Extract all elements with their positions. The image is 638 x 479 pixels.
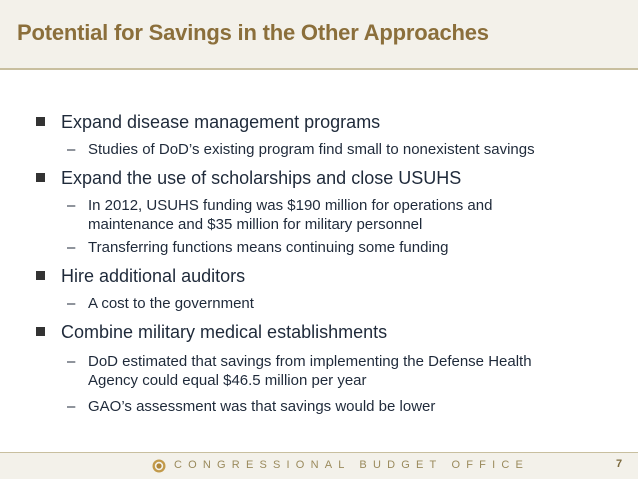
sub-bullet: – DoD estimated that savings from implementing the Defense Health Agency could equal $46.5 million per year xyxy=(67,353,532,389)
square-bullet-icon xyxy=(36,173,45,182)
header-divider xyxy=(0,68,638,70)
square-bullet-icon xyxy=(36,117,45,126)
page-title: Potential for Savings in the Other Approaches xyxy=(17,20,489,45)
cbo-seal-icon xyxy=(152,459,166,473)
bullet-disease-management: Expand disease management programs xyxy=(36,112,380,133)
sub-bullet: – In 2012, USUHS funding was $190 million for operations and maintenance and $35 million for military personnel xyxy=(67,197,493,233)
slide-footer xyxy=(0,453,638,479)
sub-bullet: – Studies of DoD’s existing program find small to nonexistent savings xyxy=(67,141,535,158)
bullet-combine-establishments: Combine military medical establishments xyxy=(36,322,387,343)
page-number: 7 xyxy=(616,458,623,470)
square-bullet-icon xyxy=(36,327,45,336)
bullet-scholarships-usuhs: Expand the use of scholarships and close USUHS xyxy=(36,168,461,189)
sub-bullet: – Transferring functions means continuing some funding xyxy=(67,239,449,256)
sub-bullet: – A cost to the government xyxy=(67,295,254,312)
slide-header xyxy=(0,0,638,68)
square-bullet-icon xyxy=(36,271,45,280)
sub-bullet: – GAO’s assessment was that savings would be lower xyxy=(67,398,436,415)
bullet-hire-auditors: Hire additional auditors xyxy=(36,266,245,287)
org-name: CONGRESSIONAL BUDGET OFFICE xyxy=(174,459,530,471)
